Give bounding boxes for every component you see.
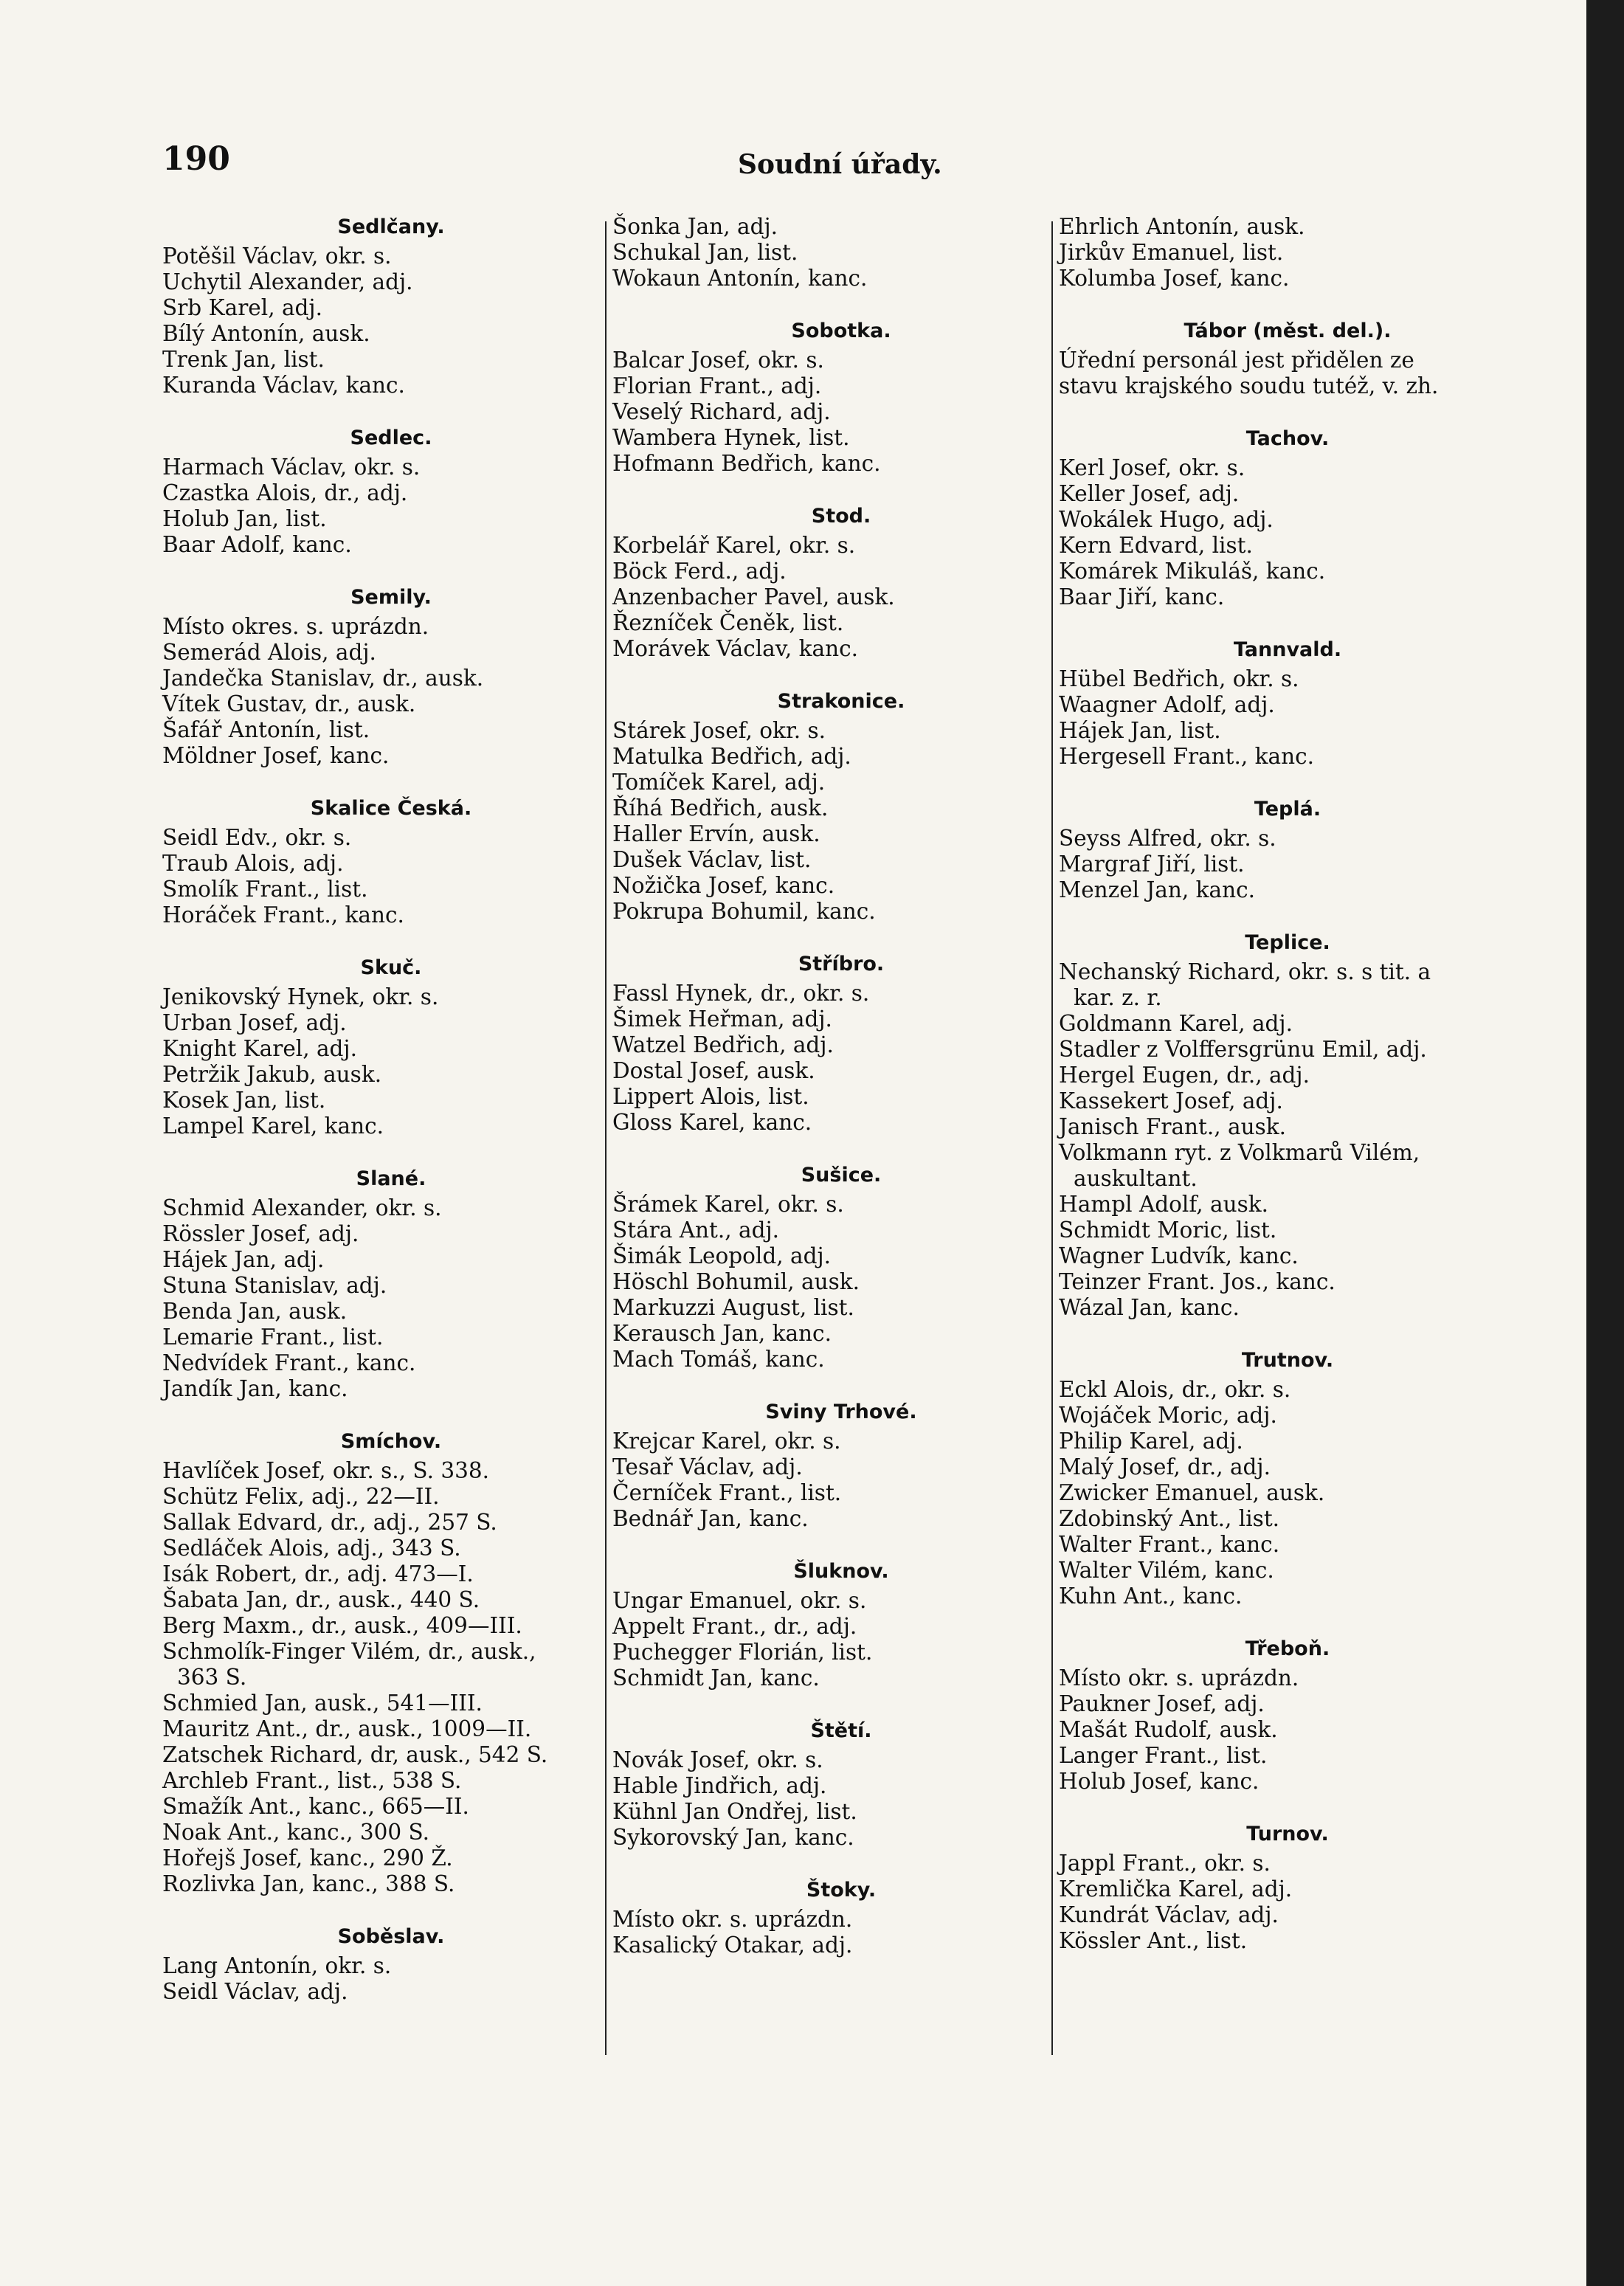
section-gap (1059, 1795, 1516, 1821)
staff-entry: Kerausch Jan, kanc. (612, 1321, 832, 1346)
staff-entry: Havlíček Josef, okr. s., S. 338. (162, 1458, 490, 1483)
staff-entry: Jenikovský Hynek, okr. s. (162, 984, 439, 1009)
staff-entry: Appelt Frant., dr., adj. (612, 1614, 857, 1639)
staff-entry: Dostal Josef, ausk. (612, 1058, 815, 1083)
staff-entry: Hořejš Josef, kanc., 290 Ž. (162, 1845, 453, 1871)
staff-entry: Lemarie Frant., list. (162, 1325, 384, 1350)
staff-entry: Paukner Josef, adj. (1059, 1691, 1265, 1716)
staff-entry: Gloss Karel, kanc. (612, 1110, 812, 1135)
staff-entry: Jirkův Emanuel, list. (1059, 240, 1284, 265)
staff-entry: Traub Alois, adj. (162, 851, 344, 876)
court-heading: Soběslav. (337, 1925, 445, 1948)
court-section (1059, 1347, 1516, 1609)
staff-entry: Höschl Bohumil, ausk. (612, 1269, 860, 1294)
staff-entry: Schukal Jan, list. (612, 240, 798, 265)
staff-entry: Seidl Václav, adj. (162, 1979, 348, 2004)
staff-entry: Puchegger Florián, list. (612, 1640, 873, 1665)
court-heading: Sušice. (801, 1164, 882, 1187)
staff-entry: Waagner Adolf, adj. (1059, 692, 1275, 717)
section-gap (162, 1402, 620, 1429)
staff-entry: Kuhn Ant., kanc. (1059, 1584, 1243, 1609)
section-gap (162, 769, 620, 795)
court-section (162, 1429, 620, 1897)
court-heading: Sedlec. (350, 427, 432, 449)
court-section (612, 1558, 1070, 1691)
page-header (162, 140, 1498, 184)
staff-entry: Zwicker Emanuel, ausk. (1059, 1480, 1325, 1505)
staff-entry: Hable Jindřich, adj. (612, 1773, 827, 1798)
court-heading: Šluknov. (793, 1560, 889, 1583)
staff-entry: Mauritz Ant., dr., ausk., 1009—II. (162, 1716, 532, 1741)
staff-entry: Walter Vilém, kanc. (1059, 1558, 1274, 1583)
staff-entry: Schmidt Jan, kanc. (612, 1665, 820, 1691)
staff-entry: Wagner Ludvík, kanc. (1059, 1243, 1299, 1268)
staff-entry: Margraf Jiří, list. (1059, 852, 1245, 877)
staff-entry: Hájek Jan, list. (1059, 718, 1221, 743)
staff-entry: Philip Karel, adj. (1059, 1429, 1243, 1454)
staff-entry: Smažík Ant., kanc., 665—II. (162, 1794, 469, 1819)
staff-entry: Šabata Jan, dr., ausk., 440 S. (162, 1587, 480, 1612)
court-section (162, 795, 620, 928)
running-title: Soudní úřady. (738, 149, 942, 180)
section-gap (612, 662, 1070, 688)
staff-entry: Veselý Richard, adj. (612, 399, 831, 424)
court-heading: Štětí. (810, 1719, 872, 1742)
staff-entry: Tomíček Karel, adj. (612, 770, 826, 795)
court-heading: Slané. (356, 1167, 426, 1190)
staff-entry: Smolík Frant., list. (162, 877, 368, 902)
section-gap (612, 1691, 1070, 1718)
court-heading: Štoky. (806, 1879, 877, 1902)
staff-entry: Kundrát Václav, adj. (1059, 1902, 1279, 1927)
staff-entry: Nedvídek Frant., kanc. (162, 1350, 416, 1375)
court-heading: Stod. (811, 505, 871, 528)
staff-entry: Schmidt Moric, list. (1059, 1218, 1277, 1243)
staff-entry: 363 S. (177, 1665, 247, 1690)
staff-entry: Sedláček Alois, adj., 343 S. (162, 1536, 461, 1561)
court-section (162, 1166, 620, 1402)
court-section (162, 214, 620, 398)
staff-entry: Vítek Gustav, dr., ausk. (162, 691, 416, 716)
court-section (612, 688, 1070, 925)
staff-entry: Benda Jan, ausk. (162, 1299, 348, 1324)
staff-entry: Möldner Josef, kanc. (162, 743, 390, 768)
court-section (1059, 1636, 1516, 1795)
staff-entry: Místo okres. s. uprázdn. (162, 614, 429, 639)
section-gap (1059, 1609, 1516, 1636)
staff-entry: stavu krajského soudu tutéž, v. zh. (1059, 373, 1439, 398)
staff-entry: Mach Tomáš, kanc. (612, 1347, 825, 1372)
column-1 (162, 214, 620, 2005)
staff-entry: Rössler Josef, adj. (162, 1221, 359, 1246)
section-gap (162, 1139, 620, 1166)
court-section (162, 425, 620, 558)
staff-entry: Baar Adolf, kanc. (162, 532, 352, 557)
staff-entry: Malý Josef, dr., adj. (1059, 1454, 1271, 1479)
staff-entry: Petržik Jakub, ausk. (162, 1062, 382, 1087)
section-gap (612, 291, 1070, 318)
court-section (1059, 318, 1516, 399)
court-heading: Skalice Česká. (310, 797, 472, 820)
staff-entry: Urban Josef, adj. (162, 1010, 347, 1035)
staff-entry: Schmied Jan, ausk., 541—III. (162, 1691, 483, 1716)
staff-entry: Eckl Alois, dr., okr. s. (1059, 1377, 1291, 1402)
court-section (162, 955, 620, 1139)
court-heading: Turnov. (1246, 1823, 1329, 1845)
court-heading: Skuč. (360, 956, 422, 979)
staff-entry: Kosek Jan, list. (162, 1088, 326, 1113)
staff-entry: Knight Karel, adj. (162, 1036, 357, 1061)
staff-entry: Wokálek Hugo, adj. (1059, 507, 1274, 532)
court-section (612, 214, 1070, 291)
court-heading: Trutnov. (1241, 1349, 1334, 1372)
staff-entry: Hájek Jan, adj. (162, 1247, 325, 1272)
staff-entry: Kolumba Josef, kanc. (1059, 266, 1290, 291)
staff-entry: Walter Frant., kanc. (1059, 1532, 1280, 1557)
court-heading: Sedlčany. (337, 215, 445, 238)
court-heading: Semily. (350, 586, 432, 609)
staff-entry: Hübel Bedřich, okr. s. (1059, 666, 1299, 691)
staff-entry: Kuranda Václav, kanc. (162, 373, 405, 398)
court-heading: Tachov. (1245, 427, 1330, 450)
court-section (1059, 930, 1516, 1321)
staff-entry: Zatschek Richard, dr, ausk., 542 S. (162, 1742, 548, 1767)
section-gap (1059, 903, 1516, 930)
staff-entry: Ungar Emanuel, okr. s. (612, 1588, 867, 1613)
staff-entry: Nožička Josef, kanc. (612, 873, 835, 898)
staff-entry: Kössler Ant., list. (1059, 1928, 1248, 1953)
staff-entry: Stára Ant., adj. (612, 1218, 780, 1243)
column-2 (612, 214, 1070, 1958)
court-section (1059, 1821, 1516, 1954)
staff-entry: Trenk Jan, list. (162, 347, 325, 372)
column-divider (605, 221, 607, 2055)
staff-entry: Pokrupa Bohumil, kanc. (612, 899, 876, 924)
staff-entry: Schütz Felix, adj., 22—II. (162, 1484, 440, 1509)
court-heading: Teplice. (1245, 931, 1330, 954)
staff-entry: auskultant. (1074, 1166, 1198, 1191)
court-section (1059, 637, 1516, 770)
staff-entry: Menzel Jan, kanc. (1059, 877, 1256, 902)
staff-entry: Jappl Frant., okr. s. (1059, 1851, 1271, 1876)
court-section (612, 318, 1070, 477)
staff-entry: kar. z. r. (1074, 985, 1162, 1010)
staff-entry: Novák Josef, okr. s. (612, 1747, 823, 1772)
section-gap (1059, 1321, 1516, 1347)
court-section (612, 1877, 1070, 1958)
court-heading: Strakonice. (777, 690, 905, 713)
scan-edge (1586, 0, 1624, 2286)
column-3 (1059, 214, 1516, 1954)
staff-entry: Kremlička Karel, adj. (1059, 1876, 1293, 1902)
staff-entry: Seyss Alfred, okr. s. (1059, 826, 1276, 851)
staff-entry: Šimek Heřman, adj. (612, 1006, 832, 1032)
staff-entry: Kühnl Jan Ondřej, list. (612, 1799, 857, 1824)
staff-entry: Langer Frant., list. (1059, 1743, 1268, 1768)
staff-entry: Potěšil Václav, okr. s. (162, 244, 392, 269)
staff-entry: Bílý Antonín, ausk. (162, 321, 370, 346)
staff-entry: Seidl Edv., okr. s. (162, 825, 352, 850)
court-heading: Tábor (měst. del.). (1184, 320, 1392, 342)
court-section (1059, 214, 1516, 291)
section-gap (162, 928, 620, 955)
staff-entry: Keller Josef, adj. (1059, 481, 1240, 506)
staff-entry: Říhá Bedřich, ausk. (612, 795, 829, 821)
staff-entry: Krejcar Karel, okr. s. (612, 1429, 841, 1454)
staff-entry: Hofmann Bedřich, kanc. (612, 451, 881, 476)
staff-entry: Watzel Bedřich, adj. (612, 1032, 834, 1057)
staff-entry: Czastka Alois, dr., adj. (162, 480, 408, 505)
court-section (612, 1718, 1070, 1851)
staff-entry: Šimák Leopold, adj. (612, 1243, 831, 1268)
staff-entry: Hergesell Frant., kanc. (1059, 744, 1314, 769)
section-gap (612, 1372, 1070, 1399)
staff-entry: Harmach Václav, okr. s. (162, 455, 421, 480)
staff-entry: Místo okr. s. uprázdn. (612, 1907, 853, 1932)
staff-entry: Balcar Josef, okr. s. (612, 348, 824, 373)
staff-entry: Haller Ervín, ausk. (612, 821, 820, 846)
staff-entry: Ehrlich Antonín, ausk. (1059, 214, 1305, 239)
staff-entry: Jandík Jan, kanc. (162, 1376, 348, 1401)
staff-entry: Schmid Alexander, okr. s. (162, 1195, 442, 1220)
staff-entry: Komárek Mikuláš, kanc. (1059, 559, 1326, 584)
staff-entry: Hampl Adolf, ausk. (1059, 1192, 1268, 1217)
staff-entry: Korbelář Karel, okr. s. (612, 533, 856, 558)
staff-entry: Baar Jiří, kanc. (1059, 584, 1225, 610)
staff-entry: Šafář Antonín, list. (162, 717, 370, 742)
staff-entry: Noak Ant., kanc., 300 S. (162, 1820, 430, 1845)
section-gap (612, 1532, 1070, 1558)
staff-entry: Janisch Frant., ausk. (1059, 1114, 1287, 1139)
staff-entry: Jandečka Stanislav, dr., ausk. (162, 666, 484, 691)
section-gap (1059, 770, 1516, 796)
section-gap (1059, 291, 1516, 318)
staff-entry: Lampel Karel, kanc. (162, 1113, 384, 1139)
court-section (1059, 796, 1516, 903)
staff-entry: Anzenbacher Pavel, ausk. (612, 584, 895, 610)
column-divider (1051, 221, 1053, 2055)
staff-entry: Berg Maxm., dr., ausk., 409—III. (162, 1613, 522, 1638)
staff-entry: Tesař Václav, adj. (612, 1454, 803, 1479)
staff-entry: Holub Jan, list. (162, 506, 327, 531)
court-heading: Sobotka. (791, 320, 891, 342)
staff-entry: Horáček Frant., kanc. (162, 902, 404, 928)
staff-entry: Zdobinský Ant., list. (1059, 1506, 1280, 1531)
staff-entry: Kasalický Otakar, adj. (612, 1933, 853, 1958)
staff-entry: Lippert Alois, list. (612, 1084, 809, 1109)
section-gap (612, 477, 1070, 503)
staff-entry: Teinzer Frant. Jos., kanc. (1059, 1269, 1336, 1294)
staff-entry: Wambera Hynek, list. (612, 425, 850, 450)
staff-entry: Markuzzi August, list. (612, 1295, 854, 1320)
staff-entry: Hergel Eugen, dr., adj. (1059, 1063, 1310, 1088)
staff-entry: Wázal Jan, kanc. (1059, 1295, 1240, 1320)
staff-entry: Úřední personál jest přidělen ze (1059, 348, 1414, 373)
staff-entry: Mašát Rudolf, ausk. (1059, 1717, 1278, 1742)
staff-entry: Rozlivka Jan, kanc., 388 S. (162, 1871, 455, 1896)
staff-entry: Kassekert Josef, adj. (1059, 1088, 1283, 1113)
section-gap (612, 925, 1070, 951)
section-gap (162, 398, 620, 425)
court-heading: Tannvald. (1233, 638, 1342, 661)
staff-entry: Goldmann Karel, adj. (1059, 1011, 1293, 1036)
staff-entry: Matulka Bedřich, adj. (612, 744, 851, 769)
court-section (612, 503, 1070, 662)
staff-entry: Semerád Alois, adj. (162, 640, 376, 665)
staff-entry: Morávek Václav, kanc. (612, 636, 859, 661)
staff-entry: Místo okr. s. uprázdn. (1059, 1665, 1299, 1691)
section-gap (612, 1851, 1070, 1877)
staff-entry: Archleb Frant., list., 538 S. (162, 1768, 462, 1793)
staff-entry: Stárek Josef, okr. s. (612, 718, 826, 743)
court-section (612, 1399, 1070, 1532)
page-number: 190 (162, 140, 230, 178)
section-gap (1059, 399, 1516, 426)
staff-entry: Šrámek Karel, okr. s. (612, 1192, 844, 1217)
staff-entry: Isák Robert, dr., adj. 473—I. (162, 1561, 474, 1586)
staff-entry: Černíček Frant., list. (612, 1480, 842, 1505)
staff-entry: Nechanský Richard, okr. s. s tit. a (1059, 959, 1431, 984)
staff-entry: Wokaun Antonín, kanc. (612, 266, 868, 291)
staff-entry: Wojáček Moric, adj. (1059, 1403, 1277, 1428)
staff-entry: Florian Frant., adj. (612, 373, 822, 398)
court-section (162, 1924, 620, 2005)
staff-entry: Stuna Stanislav, adj. (162, 1273, 387, 1298)
court-heading: Třeboň. (1245, 1637, 1330, 1660)
court-section (612, 951, 1070, 1136)
staff-entry: Uchytil Alexander, adj. (162, 269, 413, 294)
section-gap (612, 1136, 1070, 1162)
staff-entry: Dušek Václav, list. (612, 847, 812, 872)
staff-entry: Sallak Edvard, dr., adj., 257 S. (162, 1510, 497, 1535)
staff-entry: Böck Ferd., adj. (612, 559, 787, 584)
staff-entry: Sykorovský Jan, kanc. (612, 1825, 854, 1850)
section-gap (162, 1897, 620, 1924)
court-section (612, 1162, 1070, 1372)
court-heading: Teplá. (1254, 798, 1321, 821)
staff-entry: Řezníček Čeněk, list. (612, 610, 844, 635)
court-section (162, 584, 620, 769)
staff-entry: Volkmann ryt. z Volkmarů Vilém, (1059, 1140, 1420, 1165)
staff-entry: Lang Antonín, okr. s. (162, 1953, 392, 1978)
staff-entry: Holub Josef, kanc. (1059, 1769, 1260, 1794)
staff-entry: Fassl Hynek, dr., okr. s. (612, 981, 870, 1006)
staff-entry: Schmolík-Finger Vilém, dr., ausk., (162, 1639, 536, 1664)
court-heading: Smíchov. (340, 1430, 442, 1453)
staff-entry: Šonka Jan, adj. (612, 214, 778, 239)
court-heading: Sviny Trhové. (765, 1401, 917, 1423)
court-section (1059, 426, 1516, 610)
section-gap (1059, 610, 1516, 637)
staff-entry: Srb Karel, adj. (162, 295, 322, 320)
section-gap (162, 558, 620, 584)
staff-entry: Kerl Josef, okr. s. (1059, 455, 1245, 480)
court-heading: Stříbro. (798, 953, 885, 975)
staff-entry: Stadler z Volffersgrünu Emil, adj. (1059, 1037, 1427, 1062)
staff-entry: Bednář Jan, kanc. (612, 1506, 809, 1531)
staff-entry: Kern Edvard, list. (1059, 533, 1253, 558)
